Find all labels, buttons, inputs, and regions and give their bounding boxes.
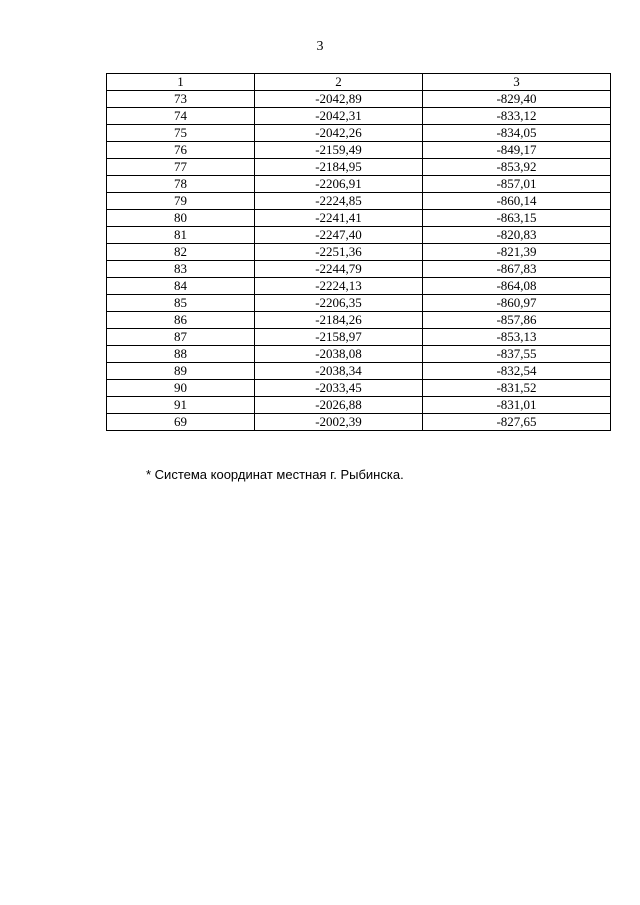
table-row xyxy=(107,380,611,397)
cell-y-coordinate: -857,01 xyxy=(423,176,611,193)
cell-x-coordinate: -2206,91 xyxy=(255,176,423,193)
cell-point-number: 80 xyxy=(107,210,255,227)
cell-point-number: 81 xyxy=(107,227,255,244)
cell-x-coordinate: -2206,35 xyxy=(255,295,423,312)
table-body xyxy=(107,91,611,431)
cell-y-coordinate: -834,05 xyxy=(423,125,611,142)
table-row xyxy=(107,312,611,329)
cell-y-coordinate: -867,83 xyxy=(423,261,611,278)
cell-point-number: 82 xyxy=(107,244,255,261)
header-row xyxy=(107,74,611,91)
cell-x-coordinate: -2184,26 xyxy=(255,312,423,329)
cell-point-number: 85 xyxy=(107,295,255,312)
table-row xyxy=(107,329,611,346)
table-row xyxy=(107,397,611,414)
table-row xyxy=(107,363,611,380)
cell-point-number: 89 xyxy=(107,363,255,380)
cell-x-coordinate: -2042,89 xyxy=(255,91,423,108)
cell-x-coordinate: -2184,95 xyxy=(255,159,423,176)
cell-y-coordinate: -849,17 xyxy=(423,142,611,159)
cell-x-coordinate: -2244,79 xyxy=(255,261,423,278)
column-header-y: 3 xyxy=(423,74,611,91)
cell-x-coordinate: -2033,45 xyxy=(255,380,423,397)
cell-x-coordinate: -2224,85 xyxy=(255,193,423,210)
column-header-x: 2 xyxy=(255,74,423,91)
table-row xyxy=(107,108,611,125)
cell-point-number: 78 xyxy=(107,176,255,193)
table-row xyxy=(107,125,611,142)
cell-y-coordinate: -853,13 xyxy=(423,329,611,346)
cell-point-number: 90 xyxy=(107,380,255,397)
cell-x-coordinate: -2251,36 xyxy=(255,244,423,261)
table-row xyxy=(107,159,611,176)
page-number: 3 xyxy=(316,39,324,54)
cell-point-number: 73 xyxy=(107,91,255,108)
cell-y-coordinate: -857,86 xyxy=(423,312,611,329)
coordinates-table xyxy=(106,73,611,431)
table-row xyxy=(107,193,611,210)
cell-y-coordinate: -821,39 xyxy=(423,244,611,261)
cell-y-coordinate: -831,01 xyxy=(423,397,611,414)
cell-point-number: 76 xyxy=(107,142,255,159)
table-row xyxy=(107,244,611,261)
cell-x-coordinate: -2026,88 xyxy=(255,397,423,414)
cell-point-number: 77 xyxy=(107,159,255,176)
table-row xyxy=(107,91,611,108)
cell-x-coordinate: -2038,34 xyxy=(255,363,423,380)
table-row xyxy=(107,176,611,193)
cell-x-coordinate: -2158,97 xyxy=(255,329,423,346)
cell-x-coordinate: -2042,31 xyxy=(255,108,423,125)
table-row xyxy=(107,278,611,295)
cell-x-coordinate: -2042,26 xyxy=(255,125,423,142)
cell-point-number: 84 xyxy=(107,278,255,295)
cell-x-coordinate: -2224,13 xyxy=(255,278,423,295)
column-header-point: 1 xyxy=(107,74,255,91)
cell-y-coordinate: -827,65 xyxy=(423,414,611,431)
cell-y-coordinate: -829,40 xyxy=(423,91,611,108)
table-row xyxy=(107,414,611,431)
table-row xyxy=(107,261,611,278)
cell-point-number: 79 xyxy=(107,193,255,210)
cell-y-coordinate: -820,83 xyxy=(423,227,611,244)
cell-point-number: 69 xyxy=(107,414,255,431)
cell-x-coordinate: -2002,39 xyxy=(255,414,423,431)
cell-point-number: 87 xyxy=(107,329,255,346)
table-row xyxy=(107,295,611,312)
cell-point-number: 74 xyxy=(107,108,255,125)
cell-point-number: 86 xyxy=(107,312,255,329)
cell-point-number: 91 xyxy=(107,397,255,414)
cell-x-coordinate: -2247,40 xyxy=(255,227,423,244)
cell-y-coordinate: -832,54 xyxy=(423,363,611,380)
cell-y-coordinate: -860,97 xyxy=(423,295,611,312)
cell-y-coordinate: -860,14 xyxy=(423,193,611,210)
cell-y-coordinate: -837,55 xyxy=(423,346,611,363)
footnote: * Система координат местная г. Рыбинска. xyxy=(146,467,404,482)
cell-y-coordinate: -853,92 xyxy=(423,159,611,176)
cell-point-number: 75 xyxy=(107,125,255,142)
table-row xyxy=(107,346,611,363)
cell-y-coordinate: -864,08 xyxy=(423,278,611,295)
cell-x-coordinate: -2241,41 xyxy=(255,210,423,227)
table-row xyxy=(107,210,611,227)
table-row xyxy=(107,227,611,244)
cell-point-number: 83 xyxy=(107,261,255,278)
cell-y-coordinate: -833,12 xyxy=(423,108,611,125)
table-row xyxy=(107,142,611,159)
cell-y-coordinate: -863,15 xyxy=(423,210,611,227)
table-header xyxy=(107,74,611,91)
cell-point-number: 88 xyxy=(107,346,255,363)
cell-x-coordinate: -2038,08 xyxy=(255,346,423,363)
cell-x-coordinate: -2159,49 xyxy=(255,142,423,159)
cell-y-coordinate: -831,52 xyxy=(423,380,611,397)
